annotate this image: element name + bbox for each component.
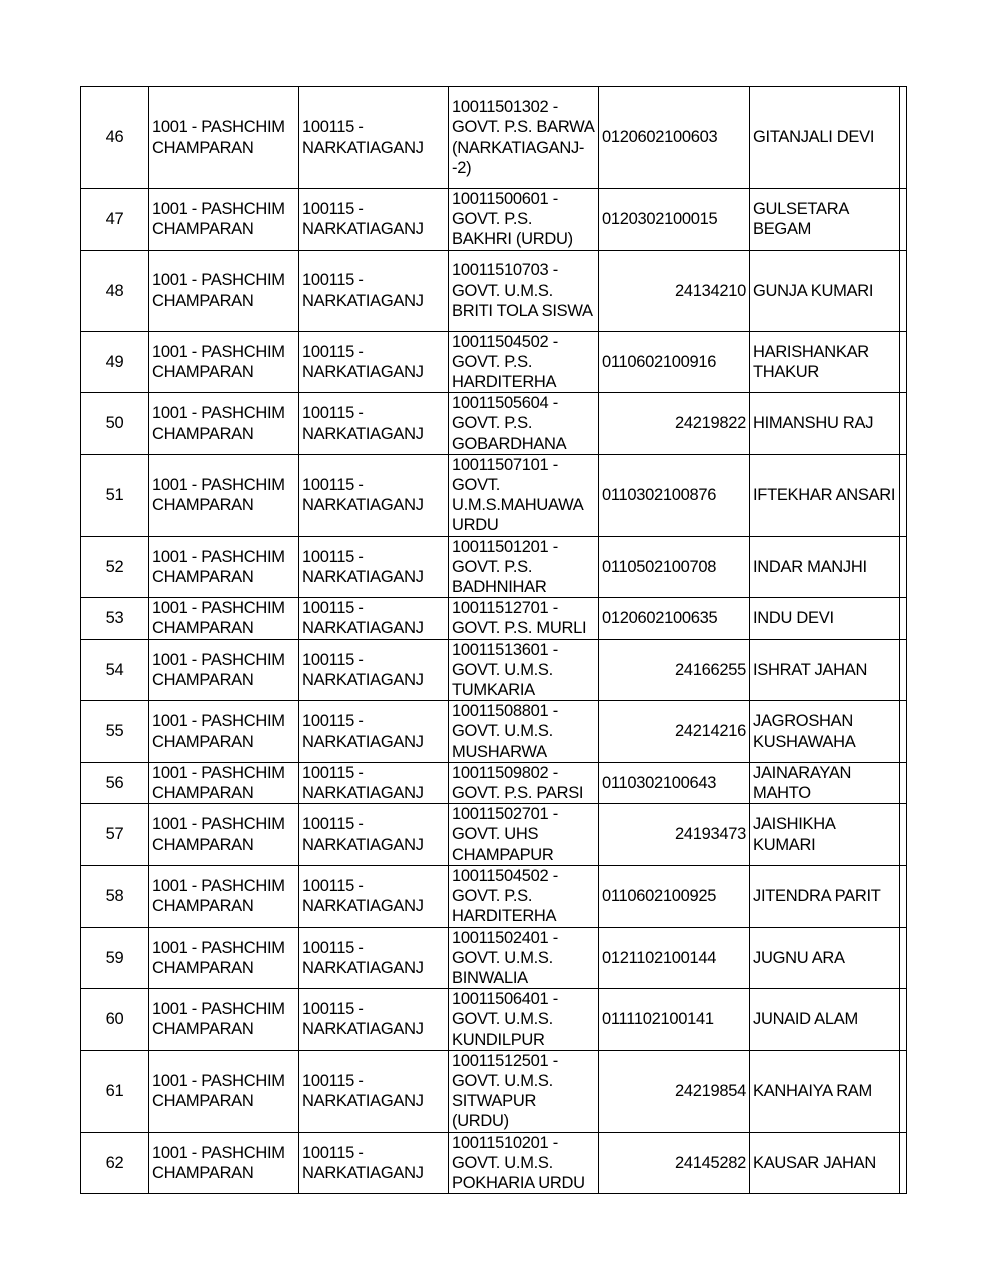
teacher-name-cell: KAUSAR JAHAN	[750, 1132, 900, 1194]
table-row	[81, 989, 907, 1051]
code-cell: 24166255	[599, 639, 750, 701]
school-cell: 10011500601 - GOVT. P.S. BAKHRI (URDU)	[449, 189, 599, 251]
table-row	[81, 189, 907, 251]
district-cell: 1001 - PASHCHIM CHAMPARAN	[149, 250, 299, 331]
teacher-name-cell: ISHRAT JAHAN	[750, 639, 900, 701]
teacher-name-cell: GUNJA KUMARI	[750, 250, 900, 331]
teacher-name-cell: HARISHANKAR THAKUR	[750, 331, 900, 393]
table-row	[81, 87, 907, 189]
serial-number-cell: 59	[81, 927, 149, 989]
school-cell: 10011512701 - GOVT. P.S. MURLI	[449, 598, 599, 639]
block-cell: 100115 - NARKATIAGANJ	[299, 701, 449, 763]
row-end-border	[900, 804, 907, 866]
teacher-name-cell: INDU DEVI	[750, 598, 900, 639]
serial-number-cell: 49	[81, 331, 149, 393]
table-row	[81, 701, 907, 763]
serial-number-cell: 54	[81, 639, 149, 701]
district-cell: 1001 - PASHCHIM CHAMPARAN	[149, 393, 299, 455]
code-cell: 0110302100876	[599, 454, 750, 536]
code-cell: 24134210	[599, 250, 750, 331]
serial-number-cell: 58	[81, 865, 149, 927]
school-cell: 10011510703 - GOVT. U.M.S. BRITI TOLA SISWA	[449, 250, 599, 331]
school-cell: 10011510201 - GOVT. U.M.S. POKHARIA URDU	[449, 1132, 599, 1194]
serial-number-cell: 47	[81, 189, 149, 251]
table-row	[81, 250, 907, 331]
table-row	[81, 927, 907, 989]
code-cell: 0120602100635	[599, 598, 750, 639]
table-row	[81, 536, 907, 598]
teacher-name-cell: JUNAID ALAM	[750, 989, 900, 1051]
row-end-border	[900, 393, 907, 455]
school-cell: 10011505604 - GOVT. P.S. GOBARDHANA	[449, 393, 599, 455]
row-end-border	[900, 536, 907, 598]
row-end-border	[900, 1132, 907, 1194]
table-row	[81, 331, 907, 393]
code-cell: 0110602100925	[599, 865, 750, 927]
school-cell: 10011502701 - GOVT. UHS CHAMPAPUR	[449, 804, 599, 866]
district-cell: 1001 - PASHCHIM CHAMPARAN	[149, 87, 299, 189]
teacher-name-cell: JITENDRA PARIT	[750, 865, 900, 927]
block-cell: 100115 - NARKATIAGANJ	[299, 189, 449, 251]
school-cell: 10011504502 - GOVT. P.S. HARDITERHA	[449, 331, 599, 393]
teacher-roster-table	[80, 86, 907, 1194]
block-cell: 100115 - NARKATIAGANJ	[299, 865, 449, 927]
code-cell: 0110502100708	[599, 536, 750, 598]
table-row	[81, 454, 907, 536]
table-row	[81, 1050, 907, 1132]
row-end-border	[900, 598, 907, 639]
school-cell: 10011501201 - GOVT. P.S. BADHNIHAR	[449, 536, 599, 598]
serial-number-cell: 62	[81, 1132, 149, 1194]
row-end-border	[900, 865, 907, 927]
table-row	[81, 598, 907, 639]
teacher-name-cell: GITANJALI DEVI	[750, 87, 900, 189]
block-cell: 100115 - NARKATIAGANJ	[299, 331, 449, 393]
school-cell: 10011506401 - GOVT. U.M.S. KUNDILPUR	[449, 989, 599, 1051]
school-cell: 10011512501 - GOVT. U.M.S. SITWAPUR (URDU)	[449, 1050, 599, 1132]
district-cell: 1001 - PASHCHIM CHAMPARAN	[149, 1050, 299, 1132]
block-cell: 100115 - NARKATIAGANJ	[299, 393, 449, 455]
table-row	[81, 393, 907, 455]
row-end-border	[900, 189, 907, 251]
block-cell: 100115 - NARKATIAGANJ	[299, 250, 449, 331]
serial-number-cell: 50	[81, 393, 149, 455]
serial-number-cell: 52	[81, 536, 149, 598]
block-cell: 100115 - NARKATIAGANJ	[299, 87, 449, 189]
serial-number-cell: 51	[81, 454, 149, 536]
district-cell: 1001 - PASHCHIM CHAMPARAN	[149, 927, 299, 989]
code-cell: 24193473	[599, 804, 750, 866]
serial-number-cell: 46	[81, 87, 149, 189]
district-cell: 1001 - PASHCHIM CHAMPARAN	[149, 454, 299, 536]
teacher-name-cell: JAINARAYAN MAHTO	[750, 762, 900, 803]
code-cell: 0110302100643	[599, 762, 750, 803]
table-row	[81, 639, 907, 701]
row-end-border	[900, 454, 907, 536]
school-cell: 10011508801 - GOVT. U.M.S. MUSHARWA	[449, 701, 599, 763]
table-row	[81, 865, 907, 927]
block-cell: 100115 - NARKATIAGANJ	[299, 1050, 449, 1132]
serial-number-cell: 53	[81, 598, 149, 639]
row-end-border	[900, 701, 907, 763]
district-cell: 1001 - PASHCHIM CHAMPARAN	[149, 762, 299, 803]
teacher-name-cell: JAGROSHAN KUSHAWAHA	[750, 701, 900, 763]
row-end-border	[900, 87, 907, 189]
teacher-name-cell: HIMANSHU RAJ	[750, 393, 900, 455]
row-end-border	[900, 1050, 907, 1132]
code-cell: 24145282	[599, 1132, 750, 1194]
school-cell: 10011501302 - GOVT. P.S. BARWA (NARKATIAGANJ--2)	[449, 87, 599, 189]
code-cell: 0120302100015	[599, 189, 750, 251]
row-end-border	[900, 250, 907, 331]
district-cell: 1001 - PASHCHIM CHAMPARAN	[149, 639, 299, 701]
row-end-border	[900, 762, 907, 803]
block-cell: 100115 - NARKATIAGANJ	[299, 927, 449, 989]
block-cell: 100115 - NARKATIAGANJ	[299, 989, 449, 1051]
block-cell: 100115 - NARKATIAGANJ	[299, 598, 449, 639]
row-end-border	[900, 331, 907, 393]
teacher-name-cell: KANHAIYA RAM	[750, 1050, 900, 1132]
school-cell: 10011502401 - GOVT. U.M.S. BINWALIA	[449, 927, 599, 989]
code-cell: 24219854	[599, 1050, 750, 1132]
teacher-name-cell: JUGNU ARA	[750, 927, 900, 989]
serial-number-cell: 61	[81, 1050, 149, 1132]
block-cell: 100115 - NARKATIAGANJ	[299, 639, 449, 701]
teacher-name-cell: INDAR MANJHI	[750, 536, 900, 598]
row-end-border	[900, 639, 907, 701]
district-cell: 1001 - PASHCHIM CHAMPARAN	[149, 804, 299, 866]
code-cell: 24219822	[599, 393, 750, 455]
district-cell: 1001 - PASHCHIM CHAMPARAN	[149, 865, 299, 927]
block-cell: 100115 - NARKATIAGANJ	[299, 1132, 449, 1194]
district-cell: 1001 - PASHCHIM CHAMPARAN	[149, 536, 299, 598]
code-cell: 0120602100603	[599, 87, 750, 189]
row-end-border	[900, 989, 907, 1051]
district-cell: 1001 - PASHCHIM CHAMPARAN	[149, 598, 299, 639]
block-cell: 100115 - NARKATIAGANJ	[299, 454, 449, 536]
code-cell: 0110602100916	[599, 331, 750, 393]
block-cell: 100115 - NARKATIAGANJ	[299, 536, 449, 598]
school-cell: 10011513601 - GOVT. U.M.S. TUMKARIA	[449, 639, 599, 701]
serial-number-cell: 60	[81, 989, 149, 1051]
serial-number-cell: 57	[81, 804, 149, 866]
table-row	[81, 1132, 907, 1194]
district-cell: 1001 - PASHCHIM CHAMPARAN	[149, 701, 299, 763]
serial-number-cell: 55	[81, 701, 149, 763]
district-cell: 1001 - PASHCHIM CHAMPARAN	[149, 189, 299, 251]
district-cell: 1001 - PASHCHIM CHAMPARAN	[149, 331, 299, 393]
code-cell: 0111102100141	[599, 989, 750, 1051]
teacher-name-cell: IFTEKHAR ANSARI	[750, 454, 900, 536]
block-cell: 100115 - NARKATIAGANJ	[299, 762, 449, 803]
table-row	[81, 804, 907, 866]
code-cell: 0121102100144	[599, 927, 750, 989]
district-cell: 1001 - PASHCHIM CHAMPARAN	[149, 1132, 299, 1194]
serial-number-cell: 48	[81, 250, 149, 331]
block-cell: 100115 - NARKATIAGANJ	[299, 804, 449, 866]
school-cell: 10011507101 - GOVT. U.M.S.MAHUAWA URDU	[449, 454, 599, 536]
table-row	[81, 762, 907, 803]
district-cell: 1001 - PASHCHIM CHAMPARAN	[149, 989, 299, 1051]
code-cell: 24214216	[599, 701, 750, 763]
school-cell: 10011504502 - GOVT. P.S. HARDITERHA	[449, 865, 599, 927]
roster-body	[81, 87, 907, 1194]
serial-number-cell: 56	[81, 762, 149, 803]
row-end-border	[900, 927, 907, 989]
teacher-name-cell: JAISHIKHA KUMARI	[750, 804, 900, 866]
school-cell: 10011509802 - GOVT. P.S. PARSI	[449, 762, 599, 803]
teacher-name-cell: GULSETARA BEGAM	[750, 189, 900, 251]
